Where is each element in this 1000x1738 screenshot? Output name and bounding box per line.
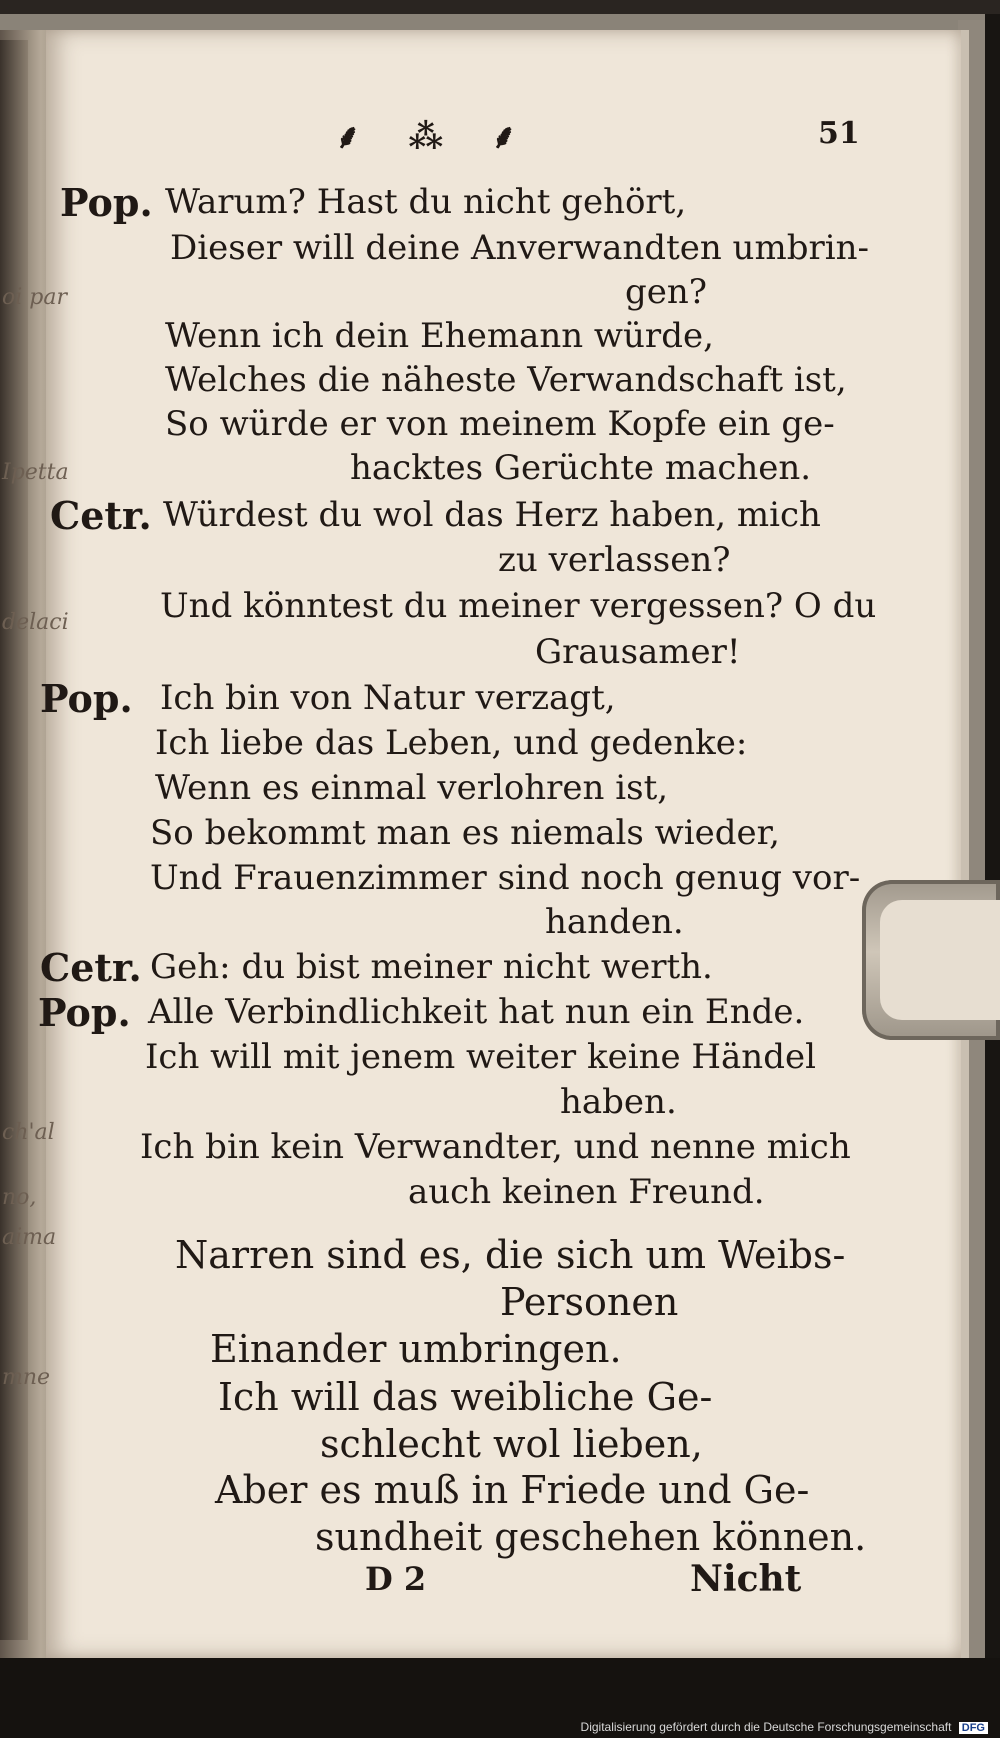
- signature-mark: D 2: [365, 1560, 427, 1598]
- header-ornament: ⸙ ⁂ ⸙: [335, 117, 535, 157]
- speaker-label: Pop.: [60, 180, 153, 225]
- verse-line: hacktes Gerüchte machen.: [350, 448, 812, 488]
- verse-line: Und könntest du meiner vergessen? O du: [160, 586, 877, 626]
- song-line: Personen: [500, 1280, 679, 1324]
- song-line: schlecht wol lieben,: [320, 1422, 703, 1466]
- verse-line: haben.: [560, 1082, 677, 1122]
- bleed-text: aima: [2, 1225, 57, 1250]
- speaker-label: Cetr.: [50, 493, 152, 538]
- speaker-label: Cetr.: [40, 945, 142, 990]
- bleed-text: delaci: [2, 610, 69, 635]
- song-line: Aber es muß in Friede und Ge-: [215, 1468, 810, 1512]
- verse-line: Grausamer!: [535, 632, 741, 672]
- verse-line: Und Frauenzimmer sind noch genug vor-: [150, 858, 861, 898]
- top-edge: [0, 0, 1000, 14]
- catchword: Nicht: [690, 1558, 802, 1600]
- page-clip-inner: [880, 900, 1000, 1020]
- credit-text: Digitalisierung gefördert durch die Deutsche Forschungsgemeinschaft: [580, 1720, 952, 1734]
- verse-line: Würdest du wol das Herz haben, mich: [163, 495, 821, 535]
- verse-line: gen?: [625, 272, 708, 312]
- verse-line: Alle Verbindlichkeit hat nun ein Ende.: [148, 992, 805, 1032]
- speaker-label: Pop.: [38, 990, 131, 1035]
- verse-line: Ich bin von Natur verzagt,: [160, 678, 616, 718]
- verse-line: auch keinen Freund.: [408, 1172, 765, 1212]
- verse-line: So bekommt man es niemals wieder,: [150, 813, 780, 853]
- verse-line: So würde er von meinem Kopfe ein ge-: [165, 404, 835, 444]
- verse-line: Ich liebe das Leben, und gedenke:: [155, 723, 748, 763]
- bleed-text: no,: [2, 1185, 37, 1210]
- song-line: Ich will das weibliche Ge-: [218, 1375, 713, 1419]
- verse-line: Geh: du bist meiner nicht werth.: [150, 947, 713, 987]
- bleed-text: ch'al: [2, 1120, 55, 1145]
- digitization-credit: [581, 1720, 988, 1734]
- song-line: sundheit geschehen können.: [315, 1515, 867, 1559]
- page-right-edge: [961, 30, 969, 1658]
- verse-line: Ich will mit jenem weiter keine Händel: [145, 1037, 816, 1077]
- song-line: Einander umbringen.: [210, 1327, 622, 1371]
- speaker-label: Pop.: [40, 676, 133, 721]
- verse-line: zu verlassen?: [498, 540, 731, 580]
- verse-line: handen.: [545, 902, 684, 942]
- song-line: Narren sind es, die sich um Weibs-: [175, 1233, 846, 1277]
- bleed-text: Ipetta: [2, 460, 69, 485]
- verse-line: Welches die näheste Verwandschaft ist,: [165, 360, 847, 400]
- verse-line: Wenn es einmal verlohren ist,: [155, 768, 669, 808]
- binding-curl: [0, 40, 28, 1640]
- bleed-text: oi par: [2, 285, 67, 310]
- page-number: 51: [818, 116, 860, 151]
- dfg-logo: DFG: [959, 1722, 988, 1734]
- verse-line: Wenn ich dein Ehemann würde,: [165, 316, 714, 356]
- verse-line: Ich bin kein Verwandter, und nenne mich: [140, 1127, 851, 1167]
- bleed-text: mne: [2, 1365, 51, 1390]
- verse-line: Warum? Hast du nicht gehört,: [165, 182, 687, 222]
- verse-line: Dieser will deine Anverwandten umbrin-: [170, 228, 869, 268]
